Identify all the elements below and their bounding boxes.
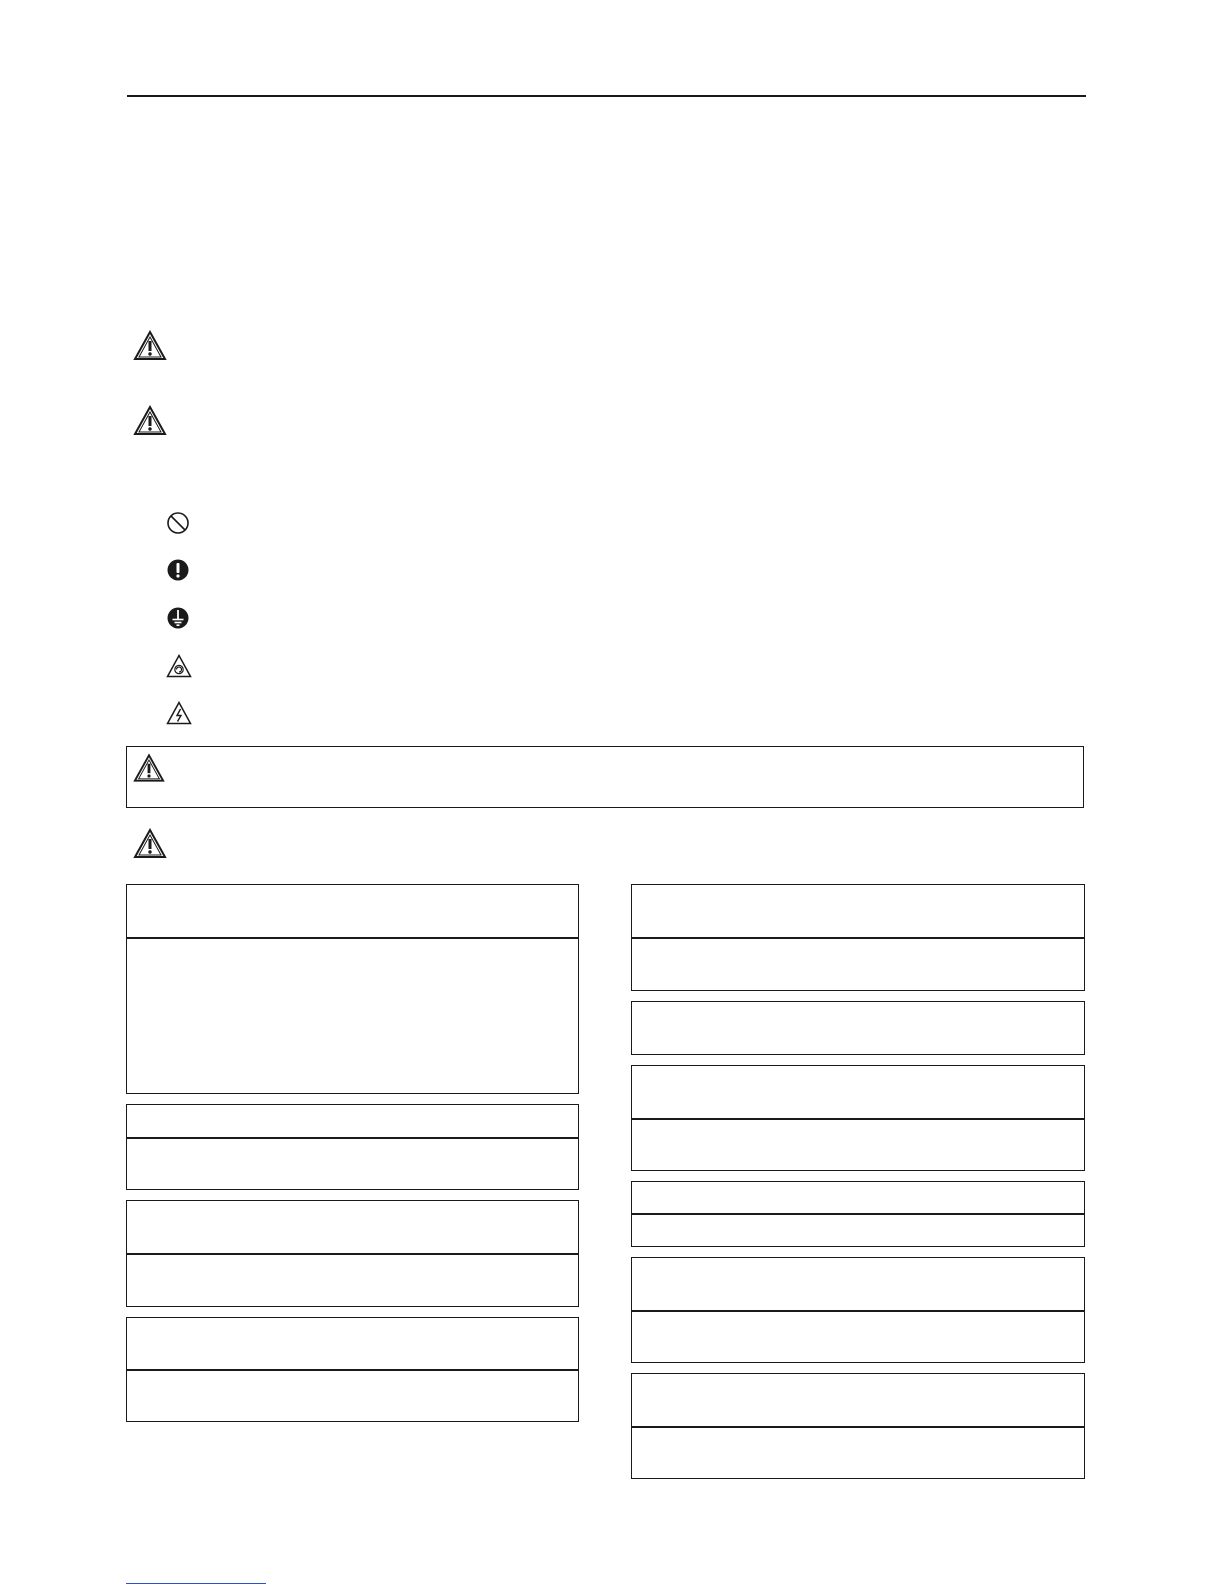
box-divider: [632, 937, 1084, 939]
box-divider: [632, 1310, 1084, 1312]
rotating-hazard-icon: [166, 654, 192, 683]
warning-box: [631, 1001, 1085, 1055]
warning-triangle-icon: [133, 330, 167, 361]
warning-box: [126, 1317, 579, 1422]
warning-box: [631, 1181, 1085, 1247]
warning-box: [126, 1200, 579, 1307]
warning-triangle-icon: [133, 828, 167, 859]
box-divider: [632, 1213, 1084, 1215]
warning-box: [126, 1104, 579, 1190]
footer-link-underline: [126, 1583, 266, 1584]
electric-shock-icon: [166, 701, 192, 730]
box-divider: [127, 1369, 578, 1371]
prohibition-circle-icon: [166, 511, 190, 540]
warning-box: [631, 1373, 1085, 1479]
box-divider: [632, 1426, 1084, 1428]
warning-box: [126, 884, 579, 1094]
warning-box: [631, 1257, 1085, 1363]
warning-box: [631, 884, 1085, 991]
box-divider: [127, 1137, 578, 1139]
box-divider: [632, 1118, 1084, 1120]
mandatory-exclamation-icon: [166, 558, 190, 587]
box-divider: [127, 937, 578, 939]
caution-notice-box: [126, 746, 1084, 808]
warning-triangle-icon: [133, 753, 165, 783]
box-divider: [127, 1253, 578, 1255]
header-rule: [127, 95, 1086, 97]
warning-box: [631, 1065, 1085, 1171]
warning-triangle-icon: [133, 405, 167, 436]
ground-earth-icon: [166, 606, 190, 635]
